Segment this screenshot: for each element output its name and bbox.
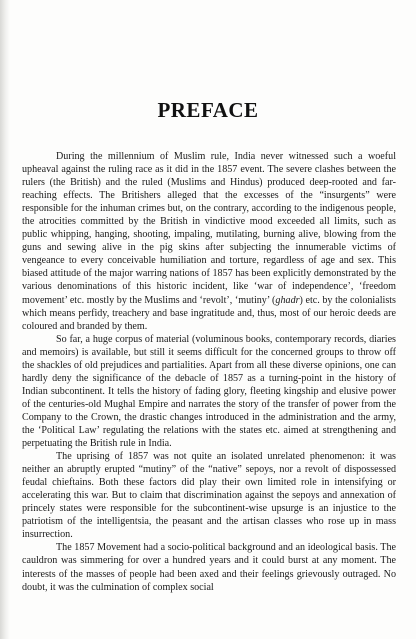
preface-body [22,150,396,594]
paragraph [22,541,396,593]
paragraph [22,333,396,450]
paragraph [22,150,396,333]
paragraph [22,450,396,541]
italic-term: ghadr [275,294,300,306]
paragraph-text: So far, a huge corpus of material (voluminous books, contemporary records, diaries and memoirs) is available, but still it seems difficult for the concerned groups to throw off the shackles of old prejudices and partialities. Apart from all these diverse opinions, one can hardly deny the significance of the debacle of 1857 as a turning-point in the history of Indian subcontinent. It tells the history of fading glory, fleeting kingship and elusive power of the centuries-old Mughal Empire and narrates the story of the transfer of power from the Company to the Crown, the drastic changes introduced in the administration and the army, the ‘Political Law’ regulating the relations with the states etc. aimed at strengthening and perpetuating the British rule in India. [22,333,396,450]
page-binding-shadow [0,0,10,639]
paragraph-text: The uprising of 1857 was not quite an isolated unrelated phenomenon: it was neither an abruptly erupted “mutiny” of the “native” sepoys, nor a revolt of dispossessed feudal chieftains. Both these factors did play their own limited role in intensifying or accelerating this war. But to claim that discrimination against the sepoys and annexation of princely states were responsible for the subcontinent-wise upsurge is an injustice to the patriotism of the intelligentsia, the peasant and the artisan classes who rose up in mass insurrection. [22,451,396,541]
page-title: PREFACE [157,98,259,123]
paragraph-text: The 1857 Movement had a socio-political background and an ideological basis. The cauldron was simmering for over a hundred years and it could burst at any moment. The interests of the masses of people had been axed and their feelings grievously outraged. No doubt, it was the culmination of complex social [22,542,396,593]
paragraph-text: During the millennium of Muslim rule, India never witnessed such a woeful upheaval against the ruling race as it did in the 1857 event. The severe clashes between the rulers (the British) and the ruled (Muslims and Hindus) produced deep-rooted and far-reaching effects. The Britishers alleged that the excesses of the “insurgents” were responsible for the inhuman crimes but, on the contrary, according to the indigenous people, the atrocities committed by the British in vindictive mood exceeded all limits, such as public whipping, hanging, shooting, impaling, mutilating, burning alive, blowing from the guns and sewing alive in the pig skins after subjecting the innumerable victims of vengeance to every conceivable humiliation and torture, regardless of age and sex. This biased attitude of the major warring nations of 1857 has been explicitly demonstrated by the various denominations of this historic incident, like ‘war of independence’, ‘freedom movement’ etc. mostly by the Muslims and ‘revolt’, ‘mutiny’ ( [22,151,396,306]
paragraph-text: ) etc. by the colonialists which means perfidy, treachery and base ingratitude and, thus, most of our heroic deeds are coloured and branded by them. [22,294,396,332]
